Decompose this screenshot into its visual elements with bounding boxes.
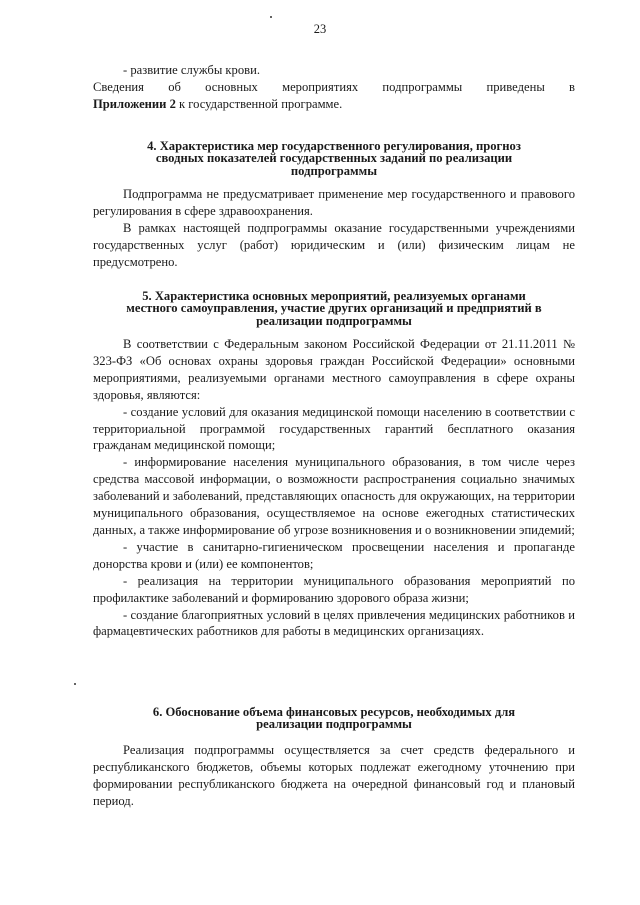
- page-number: 23: [313, 22, 327, 36]
- intro-sentence: [93, 79, 575, 113]
- paragraph: Подпрограмма не предусматривает применение мер государственного и правового регулирования в сфере здравоохранения.: [93, 187, 575, 218]
- section-6-body: [93, 742, 575, 810]
- section-5-heading: [93, 290, 575, 327]
- list-item: - информирование населения муниципального образования, в том числе через средства массовой информации, о возможности распространения социально значимых заболеваний и заболеваний, представляющих опасность для окружающих, на территории муниципального образования, осуществляемое на основе ежегодных статистических данных, а также информирование об угрозе возникновения и о возникновении эпидемий;: [93, 455, 575, 537]
- intro-bullet: - развитие службы крови.: [123, 63, 260, 77]
- paragraph: В соответствии с Федеральным законом Российской Федерации от 21.11.2011 № 323-ФЗ «Об основах охраны здоровья граждан Российской Федерации» основными мероприятиями, реализуемыми органами местного самоуправления в сфере охраны здоровья, являются:: [93, 337, 575, 402]
- heading-line: сводных показателей государственных заданий по реализации: [155, 151, 513, 166]
- appendix-reference: Приложении 2: [93, 96, 176, 111]
- section-5-body: [93, 336, 575, 640]
- section-6-heading: [93, 706, 575, 731]
- list-item: - участие в санитарно-гигиеническом просвещении населения и пропаганде донорства крови и (или) ее компонентов;: [93, 539, 575, 571]
- list-item: - создание благоприятных условий в целях привлечения медицинских работников и фармацевтических работников для работы в медицинских организациях.: [93, 607, 575, 639]
- intro-sentence-start: Сведения об основных мероприятиях подпрограммы приведены в: [93, 79, 575, 94]
- heading-line: 4. Характеристика мер государственного регулирования, прогноз: [147, 139, 521, 153]
- heading-line: реализации подпрограммы: [256, 313, 412, 328]
- list-item: - создание условий для оказания медицинской помощи населению в соответствии с территориальной программой государственных гарантий бесплатного оказания гражданам медицинской помощи;: [93, 404, 575, 453]
- intro-block: [93, 62, 575, 113]
- scan-speck: [270, 16, 272, 18]
- section-4-heading: [93, 140, 575, 177]
- heading-line: местного самоуправления, участие других организаций и предприятий в: [126, 301, 542, 316]
- scan-speck: [74, 683, 76, 685]
- heading-line: 5. Характеристика основных мероприятий, реализуемых органами: [142, 289, 526, 303]
- paragraph: В рамках настоящей подпрограммы оказание государственными учреждениями государственных услуг (работ) юридическим и (или) физическим лицам не предусмотрено.: [93, 220, 575, 269]
- heading-line: 6. Обоснование объема финансовых ресурсов, необходимых для: [152, 705, 516, 719]
- paragraph: Реализация подпрограммы осуществляется за счет средств федерального и республиканского бюджетов, объемы которых подлежат ежегодному уточнению при формировании республиканского бюджета на очередной финансовый год и плановый период.: [93, 743, 575, 808]
- section-4-body: [93, 186, 575, 271]
- list-item: - реализация на территории муниципального образования мероприятий по профилактике заболеваний и формированию здорового образа жизни;: [93, 573, 575, 605]
- heading-line: подпрограммы: [290, 163, 378, 178]
- intro-sentence-end: к государственной программе.: [175, 96, 343, 111]
- heading-line: реализации подпрограммы: [256, 717, 412, 732]
